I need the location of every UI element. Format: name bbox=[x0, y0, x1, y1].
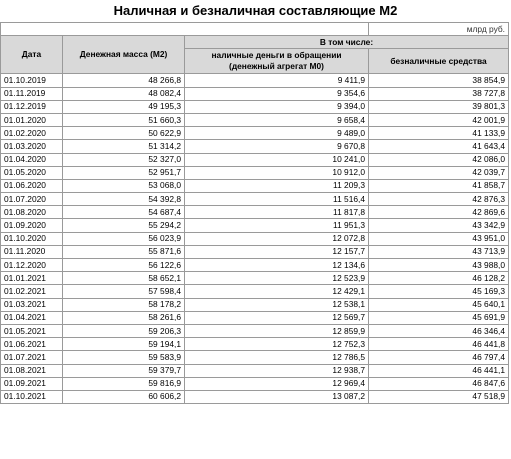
date-cell: 01.01.2020 bbox=[1, 113, 63, 126]
m2-cell: 50 622,9 bbox=[63, 127, 185, 140]
cash-cell: 12 134,6 bbox=[185, 259, 369, 272]
cash-cell: 12 569,7 bbox=[185, 311, 369, 324]
noncash-cell: 42 001,9 bbox=[369, 113, 509, 126]
table-title: Наличная и безналичная составляющие М2 bbox=[113, 3, 398, 18]
m2-cell: 60 606,2 bbox=[63, 390, 185, 403]
m2-cell: 56 023,9 bbox=[63, 232, 185, 245]
m2-cell: 58 178,2 bbox=[63, 298, 185, 311]
cash-cell: 12 859,9 bbox=[185, 324, 369, 337]
table-row bbox=[1, 364, 509, 377]
noncash-cell: 46 797,4 bbox=[369, 351, 509, 364]
table-row bbox=[1, 272, 509, 285]
noncash-cell: 46 346,4 bbox=[369, 324, 509, 337]
table-row bbox=[1, 259, 509, 272]
table-row bbox=[1, 338, 509, 351]
noncash-cell: 43 713,9 bbox=[369, 245, 509, 258]
date-cell: 01.09.2021 bbox=[1, 377, 63, 390]
date-cell: 01.04.2020 bbox=[1, 153, 63, 166]
m2-cell: 52 951,7 bbox=[63, 166, 185, 179]
cash-cell: 9 670,8 bbox=[185, 140, 369, 153]
noncash-cell: 42 876,3 bbox=[369, 193, 509, 206]
unit-row bbox=[1, 23, 509, 36]
m2-cell: 59 206,3 bbox=[63, 324, 185, 337]
header-row-1 bbox=[1, 36, 509, 49]
m2-cell: 59 379,7 bbox=[63, 364, 185, 377]
noncash-cell: 46 441,8 bbox=[369, 338, 509, 351]
cash-cell: 12 072,8 bbox=[185, 232, 369, 245]
table-row bbox=[1, 127, 509, 140]
header-cash: наличные деньги в обращении (денежный агрегат М0) bbox=[185, 49, 369, 74]
m2-cell: 58 261,6 bbox=[63, 311, 185, 324]
table-row bbox=[1, 245, 509, 258]
table-row bbox=[1, 219, 509, 232]
table-row bbox=[1, 100, 509, 113]
table-row bbox=[1, 153, 509, 166]
table-row bbox=[1, 87, 509, 100]
noncash-cell: 46 128,2 bbox=[369, 272, 509, 285]
noncash-cell: 41 643,4 bbox=[369, 140, 509, 153]
date-cell: 01.01.2021 bbox=[1, 272, 63, 285]
date-cell: 01.06.2020 bbox=[1, 179, 63, 192]
date-cell: 01.12.2020 bbox=[1, 259, 63, 272]
header-group: В том числе: bbox=[185, 36, 509, 49]
noncash-cell: 43 342,9 bbox=[369, 219, 509, 232]
header-noncash: безналичные средства bbox=[369, 49, 509, 74]
date-cell: 01.03.2021 bbox=[1, 298, 63, 311]
date-cell: 01.08.2021 bbox=[1, 364, 63, 377]
table-body bbox=[1, 74, 509, 404]
date-cell: 01.09.2020 bbox=[1, 219, 63, 232]
table-row bbox=[1, 74, 509, 87]
date-cell: 01.06.2021 bbox=[1, 338, 63, 351]
noncash-cell: 42 039,7 bbox=[369, 166, 509, 179]
date-cell: 01.05.2020 bbox=[1, 166, 63, 179]
noncash-cell: 45 691,9 bbox=[369, 311, 509, 324]
date-cell: 01.07.2021 bbox=[1, 351, 63, 364]
header-m2: Денежная масса (М2) bbox=[63, 36, 185, 74]
noncash-cell: 43 951,0 bbox=[369, 232, 509, 245]
noncash-cell: 38 727,8 bbox=[369, 87, 509, 100]
noncash-cell: 42 086,0 bbox=[369, 153, 509, 166]
cash-cell: 9 394,0 bbox=[185, 100, 369, 113]
noncash-cell: 46 847,6 bbox=[369, 377, 509, 390]
cash-cell: 12 969,4 bbox=[185, 377, 369, 390]
noncash-cell: 41 858,7 bbox=[369, 179, 509, 192]
table-row bbox=[1, 232, 509, 245]
m2-cell: 54 687,4 bbox=[63, 206, 185, 219]
cash-cell: 9 411,9 bbox=[185, 74, 369, 87]
m2-cell: 52 327,0 bbox=[63, 153, 185, 166]
table-row bbox=[1, 285, 509, 298]
m2-cell: 57 598,4 bbox=[63, 285, 185, 298]
date-cell: 01.10.2021 bbox=[1, 390, 63, 403]
table-row bbox=[1, 324, 509, 337]
m2-cell: 53 068,0 bbox=[63, 179, 185, 192]
table-row bbox=[1, 179, 509, 192]
noncash-cell: 42 869,6 bbox=[369, 206, 509, 219]
m2-cell: 56 122,6 bbox=[63, 259, 185, 272]
noncash-cell: 46 441,1 bbox=[369, 364, 509, 377]
cash-cell: 12 429,1 bbox=[185, 285, 369, 298]
noncash-cell: 47 518,9 bbox=[369, 390, 509, 403]
table-row bbox=[1, 193, 509, 206]
noncash-cell: 43 988,0 bbox=[369, 259, 509, 272]
noncash-cell: 41 133,9 bbox=[369, 127, 509, 140]
cash-cell: 12 523,9 bbox=[185, 272, 369, 285]
m2-cell: 58 652,1 bbox=[63, 272, 185, 285]
cash-cell: 9 489,0 bbox=[185, 127, 369, 140]
cash-cell: 11 817,8 bbox=[185, 206, 369, 219]
cash-cell: 10 912,0 bbox=[185, 166, 369, 179]
date-cell: 01.12.2019 bbox=[1, 100, 63, 113]
cash-cell: 11 516,4 bbox=[185, 193, 369, 206]
table-row bbox=[1, 377, 509, 390]
table-row bbox=[1, 140, 509, 153]
m2-cell: 48 082,4 bbox=[63, 87, 185, 100]
date-cell: 01.02.2021 bbox=[1, 285, 63, 298]
cash-cell: 12 786,5 bbox=[185, 351, 369, 364]
m2-cell: 59 194,1 bbox=[63, 338, 185, 351]
table-row bbox=[1, 390, 509, 403]
cash-cell: 11 209,3 bbox=[185, 179, 369, 192]
table-row bbox=[1, 311, 509, 324]
cash-cell: 10 241,0 bbox=[185, 153, 369, 166]
date-cell: 01.11.2019 bbox=[1, 87, 63, 100]
cash-cell: 13 087,2 bbox=[185, 390, 369, 403]
money-supply-table bbox=[0, 22, 509, 404]
table-row bbox=[1, 113, 509, 126]
cash-cell: 12 538,1 bbox=[185, 298, 369, 311]
cash-cell: 9 354,6 bbox=[185, 87, 369, 100]
table-row bbox=[1, 351, 509, 364]
noncash-cell: 39 801,3 bbox=[369, 100, 509, 113]
cash-cell: 12 938,7 bbox=[185, 364, 369, 377]
table-row bbox=[1, 298, 509, 311]
date-cell: 01.10.2020 bbox=[1, 232, 63, 245]
cash-cell: 12 752,3 bbox=[185, 338, 369, 351]
date-cell: 01.03.2020 bbox=[1, 140, 63, 153]
m2-cell: 59 583,9 bbox=[63, 351, 185, 364]
date-cell: 01.08.2020 bbox=[1, 206, 63, 219]
cash-cell: 12 157,7 bbox=[185, 245, 369, 258]
date-cell: 01.04.2021 bbox=[1, 311, 63, 324]
noncash-cell: 38 854,9 bbox=[369, 74, 509, 87]
date-cell: 01.02.2020 bbox=[1, 127, 63, 140]
m2-cell: 49 195,3 bbox=[63, 100, 185, 113]
unit-label: млрд руб. bbox=[369, 23, 509, 36]
m2-cell: 55 294,2 bbox=[63, 219, 185, 232]
m2-cell: 48 266,8 bbox=[63, 74, 185, 87]
m2-cell: 55 871,6 bbox=[63, 245, 185, 258]
m2-cell: 51 660,3 bbox=[63, 113, 185, 126]
table-row bbox=[1, 206, 509, 219]
cash-cell: 9 658,4 bbox=[185, 113, 369, 126]
date-cell: 01.10.2019 bbox=[1, 74, 63, 87]
date-cell: 01.05.2021 bbox=[1, 324, 63, 337]
date-cell: 01.07.2020 bbox=[1, 193, 63, 206]
m2-cell: 59 816,9 bbox=[63, 377, 185, 390]
noncash-cell: 45 169,3 bbox=[369, 285, 509, 298]
noncash-cell: 45 640,1 bbox=[369, 298, 509, 311]
table-row bbox=[1, 166, 509, 179]
cash-cell: 11 951,3 bbox=[185, 219, 369, 232]
m2-cell: 54 392,8 bbox=[63, 193, 185, 206]
m2-cell: 51 314,2 bbox=[63, 140, 185, 153]
date-cell: 01.11.2020 bbox=[1, 245, 63, 258]
header-date: Дата bbox=[1, 36, 63, 74]
